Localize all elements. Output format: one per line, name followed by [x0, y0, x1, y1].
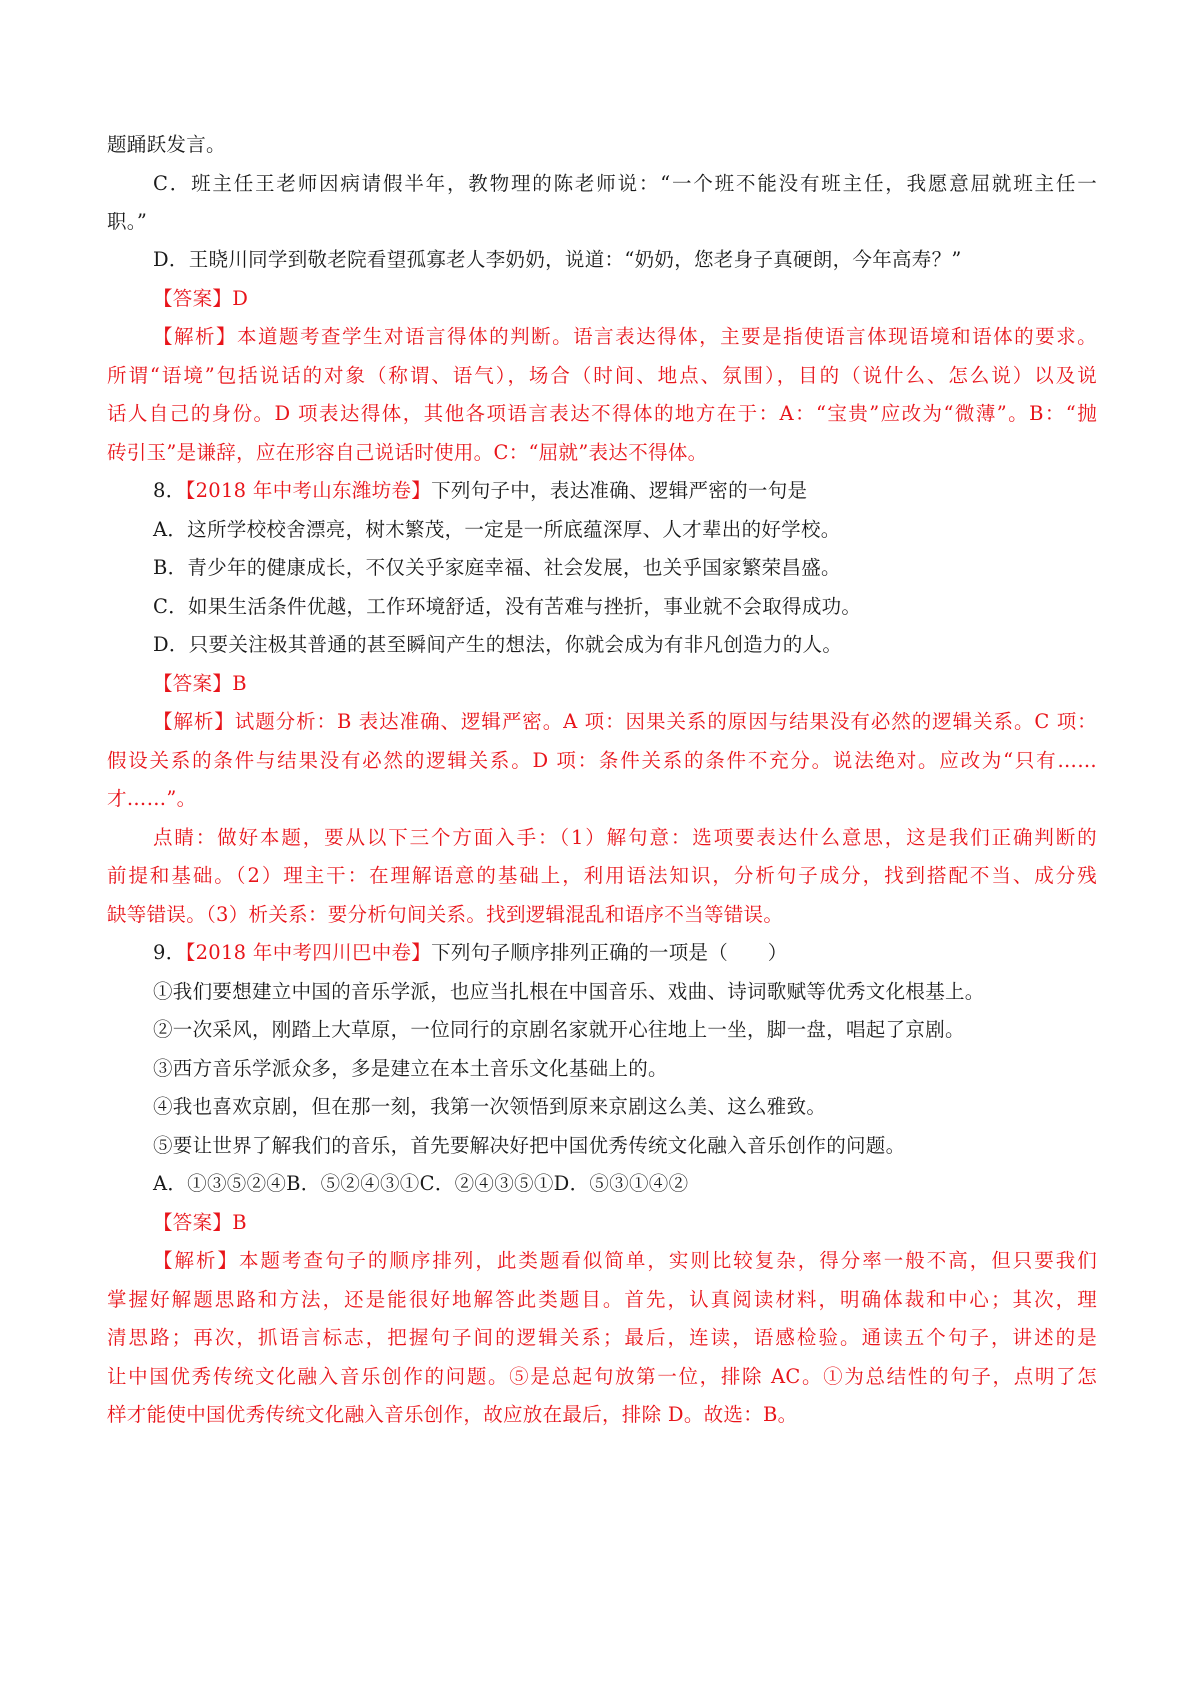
sentence-4: ④我也喜欢京剧，但在那一刻，我第一次领悟到原来京剧这么美、这么雅致。: [153, 1095, 827, 1118]
sentence-1: ①我们要想建立中国的音乐学派，也应当扎根在中国音乐、戏曲、诗词歌赋等优秀文化根基上。: [153, 980, 985, 1003]
option-d: D．只要关注极其普通的甚至瞬间产生的想法，你就会成为有非凡创造力的人。: [153, 633, 843, 656]
analysis-line-1: 【解析】本道题考查学生对语言得体的判断。语言表达得体，主要是指使语言体现语境和语体的要求。: [153, 325, 1097, 348]
option-b: B．青少年的健康成长，不仅关乎家庭幸福、社会发展，也关乎国家繁荣昌盛。: [153, 556, 841, 579]
analysis-line-4: 让中国优秀传统文化融入音乐创作的问题。⑤是总起句放第一位，排除 AC。①为总结性的句子，点明了怎: [107, 1365, 1097, 1388]
option-d: D．王晓川同学到敬老院看望孤寡老人李奶奶，说道：“奶奶，您老身子真硬朗，今年高寿？”: [153, 248, 962, 271]
sentence-5: ⑤要让世界了解我们的音乐，首先要解决好把中国优秀传统文化融入音乐创作的问题。: [153, 1134, 906, 1157]
tip-line-2: 前提和基础。（2）理主干：在理解语意的基础上，利用语法知识，分析句子成分，找到搭配不当、成分残: [107, 864, 1097, 887]
analysis-line-5: 样才能使中国优秀传统文化融入音乐创作，故应放在最后，排除 D。故选：B。: [107, 1403, 798, 1426]
analysis-line-1: 【解析】本题考查句子的顺序排列，此类题看似简单，实则比较复杂，得分率一般不高，但只要我们: [153, 1249, 1097, 1272]
analysis-line-2: 掌握好解题思路和方法，还是能很好地解答此类题目。首先，认真阅读材料，明确体裁和中心；其次，理: [107, 1288, 1097, 1311]
analysis-line-3: 话人自己的身份。D 项表达得体，其他各项语言表达不得体的地方在于：A：“宝贵”应改为“微薄”。B：“抛: [107, 402, 1097, 425]
option-c-line-2: 职。”: [107, 210, 148, 233]
analysis-line-2: 假设关系的条件与结果没有必然的逻辑关系。D 项：条件关系的条件不充分。说法绝对。应改为“只有……: [107, 749, 1097, 772]
analysis-line-2: 所谓“语境”包括说话的对象（称谓、语气），场合（时间、地点、氛围），目的（说什么、怎么说）以及说: [107, 364, 1097, 387]
analysis-line-3: 才……”。: [107, 787, 197, 810]
question-7-stem-tail: 题踊跃发言。: [107, 133, 226, 156]
question-number: 9．: [153, 941, 186, 964]
question-number: 8．: [153, 479, 186, 502]
option-a: A．这所学校校舍漂亮，树木繁茂，一定是一所底蕴深厚、人才辈出的好学校。: [153, 518, 841, 541]
question-text: 下列句子中，表达准确、逻辑严密的一句是: [431, 479, 808, 502]
question-source: 【2018 年中考四川巴中卷】: [185, 941, 432, 964]
question-text: 下列句子顺序排列正确的一项是（ ）: [431, 941, 788, 964]
question-source: 【2018 年中考山东潍坊卷】: [185, 479, 432, 502]
answer-label: 【答案】D: [153, 287, 249, 310]
answer-label: 【答案】B: [153, 672, 247, 695]
question-8-stem: [153, 471, 1097, 511]
sentence-3: ③西方音乐学派众多，多是建立在本土音乐文化基础上的。: [153, 1057, 668, 1080]
option-c-line-1: C．班主任王老师因病请假半年，教物理的陈老师说：“一个班不能没有班主任，我愿意屈就班主任一: [153, 172, 1097, 195]
option-c: C．如果生活条件优越，工作环境舒适，没有苦难与挫折，事业就不会取得成功。: [153, 595, 862, 618]
analysis-line-3: 清思路；再次，抓语言标志，把握句子间的逻辑关系；最后，连读，语感检验。通读五个句子，讲述的是: [107, 1326, 1097, 1349]
sentence-2: ②一次采风，刚踏上大草原，一位同行的京剧名家就开心往地上一坐，脚一盘，唱起了京剧。: [153, 1018, 965, 1041]
tip-line-3: 缺等错误。（3）析关系：要分析句间关系。找到逻辑混乱和语序不当等错误。: [107, 903, 784, 926]
analysis-line-1: 【解析】试题分析：B 表达准确、逻辑严密。A 项：因果关系的原因与结果没有必然的逻辑关系。C 项：: [153, 710, 1097, 733]
analysis-line-4: 砖引玉”是谦辞，应在形容自己说话时使用。C：“屈就”表达不得体。: [107, 441, 708, 464]
options-line: A．①③⑤②④B．⑤②④③①C．②④③⑤①D．⑤③①④②: [153, 1172, 689, 1195]
answer-label: 【答案】B: [153, 1211, 247, 1234]
question-9-stem: [153, 933, 1097, 973]
tip-line-1: 点睛：做好本题，要从以下三个方面入手：（1）解句意：选项要表达什么意思，这是我们正确判断的: [153, 826, 1097, 849]
